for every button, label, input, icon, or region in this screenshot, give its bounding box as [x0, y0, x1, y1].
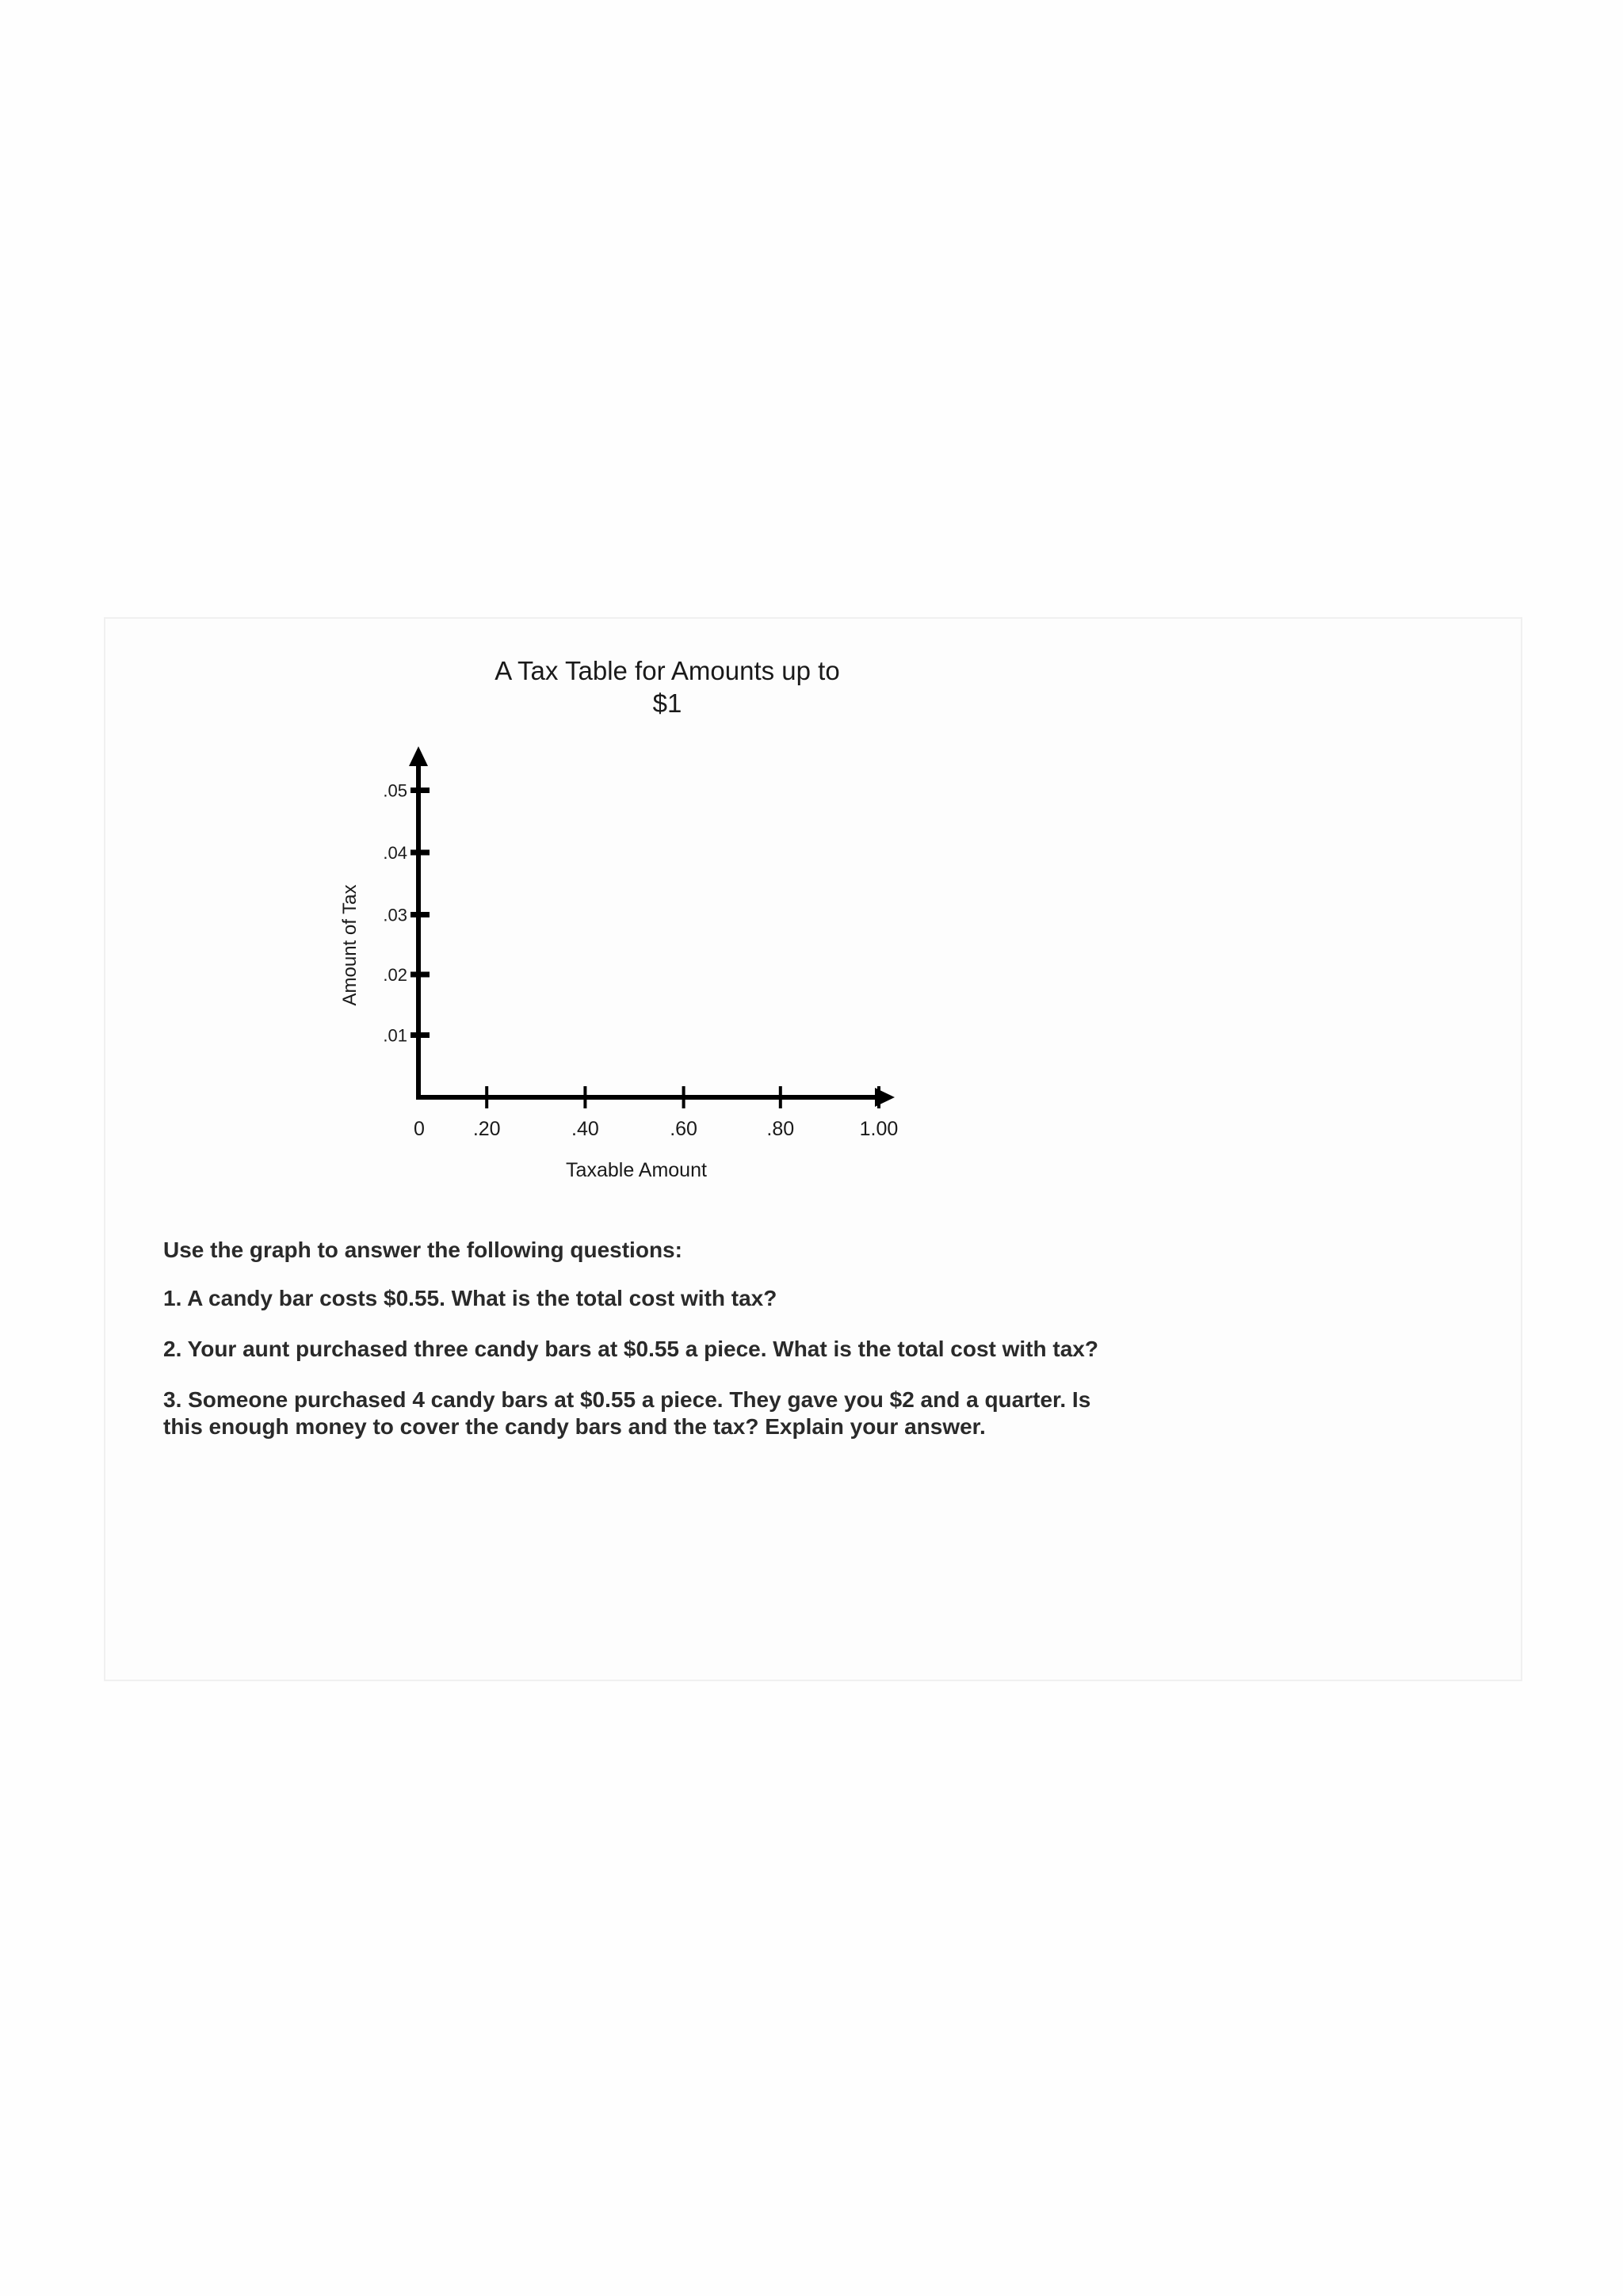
x-tick-label: .60 [670, 1118, 697, 1140]
x-tick-label: 1.00 [859, 1118, 899, 1140]
y-axis-arrow [409, 746, 428, 766]
y-axis-label: Amount of Tax [339, 884, 361, 1006]
x-tick-label: .40 [571, 1118, 599, 1140]
y-tick-label: .04 [383, 843, 407, 863]
question-2: 2. Your aunt purchased three candy bars at $0.55 a piece. What is the total cost with tax? [163, 1337, 1098, 1361]
chart-title-line1: A Tax Table for Amounts up to [495, 656, 840, 685]
y-tick-label: .02 [383, 965, 407, 985]
y-tick-label: .01 [383, 1025, 407, 1046]
x-axis-label: Taxable Amount [566, 1159, 707, 1181]
question-1: 1. A candy bar costs $0.55. What is the total cost with tax? [163, 1286, 777, 1310]
x-tick-label: .20 [472, 1118, 501, 1140]
origin-label: 0 [414, 1118, 425, 1140]
questions-block [163, 1237, 1098, 1464]
y-tick-label: .05 [383, 780, 407, 801]
question-3: 3. Someone purchased 4 candy bars at $0.55 a piece. They gave you $2 and a quarter. Is this enough money to cover the candy bars and the tax? Explain your answer. [163, 1387, 1091, 1439]
tax-chart [105, 619, 1524, 1221]
y-tick-label: .03 [383, 905, 407, 925]
chart-title-line2: $1 [652, 688, 682, 718]
x-tick-label: .80 [766, 1118, 795, 1140]
questions-intro: Use the graph to answer the following questions: [163, 1238, 682, 1262]
worksheet-panel [104, 617, 1522, 1681]
